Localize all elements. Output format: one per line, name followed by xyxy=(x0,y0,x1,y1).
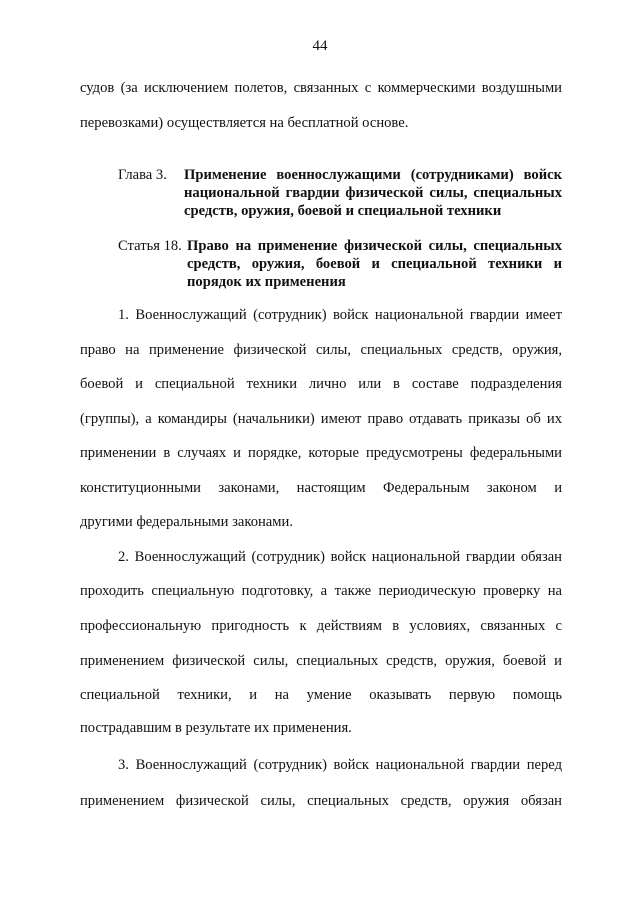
paragraph-2-line-5: специальной техники, и на умение оказывать первую помощь xyxy=(80,687,562,703)
paragraph-3-line-2: применением физической силы, специальных средств, оружия обязан xyxy=(80,793,562,809)
page-number: 44 xyxy=(312,38,328,54)
chapter-label: Глава 3. xyxy=(118,167,167,183)
article-title-line-2: средств, оружия, боевой и специальной техники и xyxy=(187,256,562,272)
chapter-title xyxy=(184,166,562,220)
paragraph-2-line-1: 2. Военнослужащий (сотрудник) войск национальной гвардии обязан xyxy=(118,549,562,565)
paragraph-1-line-7: другими федеральными законами. xyxy=(80,514,293,530)
paragraph-2-line-4: применением физической силы, специальных средств, оружия, боевой и xyxy=(80,653,562,669)
paragraph-1-line-4: (группы), а командиры (начальники) имеют право отдавать приказы об их xyxy=(80,411,562,427)
paragraph-2-line-3: профессиональную пригодность к действиям в условиях, связанных с xyxy=(80,618,562,634)
article-label: Статья 18. xyxy=(118,238,182,254)
article-title-line-1: Право на применение физической силы, специальных xyxy=(187,238,562,254)
paragraph-1-line-6: конституционными законами, настоящим Федеральным законом и xyxy=(80,480,562,496)
paragraph-1-line-5: применении в случаях и порядке, которые предусмотрены федеральными xyxy=(80,445,562,461)
chapter-title-line-1: Применение военнослужащими (сотрудниками) войск xyxy=(184,167,562,183)
paragraph-1-line-1: 1. Военнослужащий (сотрудник) войск национальной гвардии имеет xyxy=(118,307,562,323)
continuation-line-1: судов (за исключением полетов, связанных с коммерческими воздушными xyxy=(80,80,562,96)
chapter-title-line-2: национальной гвардии физической силы, специальных xyxy=(184,185,562,201)
paragraph-3-line-1: 3. Военнослужащий (сотрудник) войск национальной гвардии перед xyxy=(118,757,562,773)
paragraph-1-line-3: боевой и специальной техники лично или в составе подразделения xyxy=(80,376,562,392)
article-title xyxy=(187,237,562,291)
paragraph-2-line-6: пострадавшим в результате их применения. xyxy=(80,720,352,736)
paragraph-1-line-2: право на применение физической силы, специальных средств, оружия, xyxy=(80,342,562,358)
paragraph-2-line-2: проходить специальную подготовку, а также периодическую проверку на xyxy=(80,583,562,599)
chapter-title-line-3: средств, оружия, боевой и специальной техники xyxy=(184,203,502,219)
continuation-line-2: перевозками) осуществляется на бесплатной основе. xyxy=(80,115,409,131)
article-title-line-3: порядок их применения xyxy=(187,274,346,290)
